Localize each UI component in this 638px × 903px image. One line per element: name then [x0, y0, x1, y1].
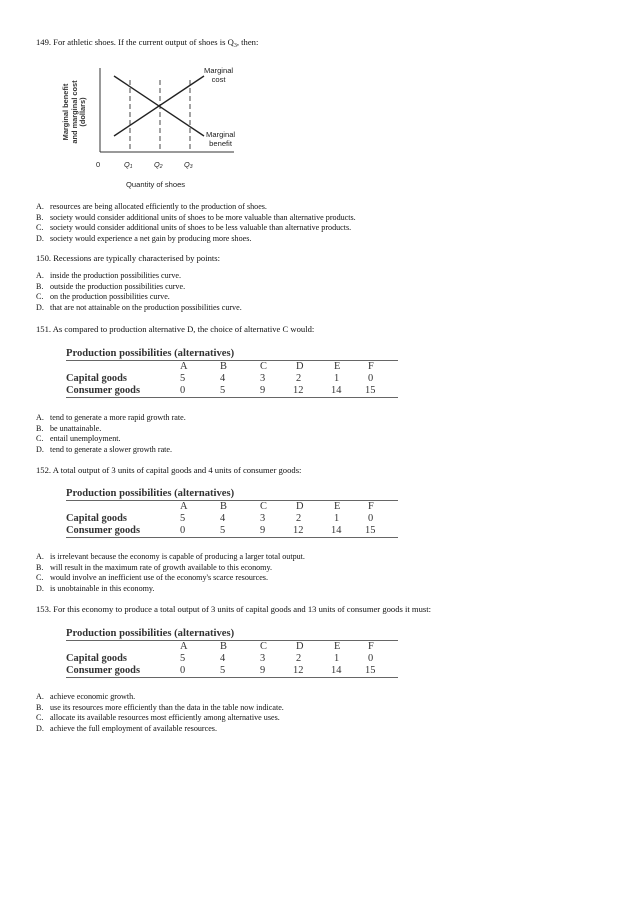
option-letter: A.: [36, 692, 44, 701]
cell: 15: [365, 385, 376, 396]
option-a: [36, 552, 305, 563]
cell: 5: [180, 513, 186, 524]
series-label-line: cost: [211, 75, 226, 84]
cell: 14: [331, 525, 342, 536]
table-title: Production possibilities (alternatives): [66, 628, 398, 641]
col-header: A: [180, 641, 188, 652]
marginal-chart: [58, 62, 238, 194]
option-letter: D.: [36, 302, 44, 312]
option-b: [36, 424, 186, 435]
y-axis-label-line: and marginal cost: [69, 80, 79, 144]
cell: 1: [334, 373, 340, 384]
question-subscript: 3: [233, 43, 237, 49]
tick-sub: 3: [189, 164, 193, 170]
marginal-benefit-label: [206, 130, 235, 148]
production-table-2: [66, 488, 398, 538]
col-header: F: [368, 501, 374, 512]
y-axis-label-line: Marginal benefit: [61, 83, 70, 141]
option-letter: D.: [36, 723, 44, 733]
option-letter: A.: [36, 552, 44, 561]
cell: 12: [293, 385, 304, 396]
cell: 0: [368, 513, 374, 524]
question-text: 149. For athletic shoes. If the current output of shoes is Q: [36, 37, 234, 47]
table-title: Production possibilities (alternatives): [66, 488, 398, 501]
row-name: Consumer goods: [66, 385, 140, 396]
table-row: [66, 653, 398, 665]
option-letter: C.: [36, 713, 44, 723]
cell: 15: [365, 525, 376, 536]
question-151: 151. As compared to production alternative D, the choice of alternative C would:: [36, 324, 315, 334]
option-b: [36, 703, 284, 714]
tick-sub: 1: [129, 164, 133, 170]
row-name: Consumer goods: [66, 525, 140, 536]
table-row: [66, 385, 398, 398]
col-header: B: [220, 361, 227, 372]
option-letter: C.: [36, 292, 44, 302]
option-letter: B.: [36, 423, 44, 433]
cell: 4: [220, 373, 226, 384]
option-letter: B.: [36, 212, 44, 222]
col-header: C: [260, 641, 267, 652]
tick-main: Q: [184, 160, 190, 169]
option-letter: C.: [36, 223, 44, 233]
option-text: achieve the full employment of available resources.: [50, 723, 217, 733]
options-151: [36, 413, 186, 455]
question-152: 152. A total output of 3 units of capital goods and 4 units of consumer goods:: [36, 465, 302, 475]
col-header: C: [260, 361, 267, 372]
table-row: [66, 525, 398, 538]
cell: 0: [180, 385, 186, 396]
option-letter: A.: [36, 271, 44, 280]
cell: 0: [180, 665, 186, 676]
option-text: society would experience a net gain by producing more shoes.: [50, 233, 252, 243]
option-d: [36, 584, 305, 595]
option-c: [36, 434, 186, 445]
cell: 3: [260, 653, 266, 664]
cell: 4: [220, 513, 226, 524]
col-header: A: [180, 501, 188, 512]
cell: 4: [220, 653, 226, 664]
x-axis-label: Quantity of shoes: [126, 180, 186, 189]
production-table-1: [66, 348, 398, 398]
option-text: tend to generate a slower growth rate.: [50, 444, 173, 454]
cell: 5: [220, 525, 226, 536]
option-letter: D.: [36, 444, 44, 454]
table-title: Production possibilities (alternatives): [66, 348, 398, 361]
cell: 12: [293, 525, 304, 536]
col-header: E: [334, 361, 341, 372]
cell: 5: [180, 373, 186, 384]
cell: 3: [260, 513, 266, 524]
table-header-row: [66, 361, 398, 373]
cell: 0: [368, 373, 374, 384]
col-header: F: [368, 641, 374, 652]
col-header: D: [296, 361, 304, 372]
option-text: resources are being allocated efficiently to the production of shoes.: [50, 202, 267, 211]
option-c: [36, 713, 284, 724]
option-d: [36, 445, 186, 456]
option-a: [36, 413, 186, 424]
y-axis-label: [62, 72, 88, 152]
series-label-line: Marginal: [204, 66, 234, 75]
row-name: Consumer goods: [66, 665, 140, 676]
option-letter: D.: [36, 233, 44, 243]
series-label-line: Marginal: [206, 130, 236, 139]
option-text: allocate its available resources most efficiently among alternative uses.: [50, 713, 280, 723]
cell: 1: [334, 653, 340, 664]
option-a: [36, 692, 284, 703]
option-text: achieve economic growth.: [50, 692, 136, 701]
table-row: [66, 665, 398, 678]
x-tick-q2: [154, 160, 163, 170]
options-152: [36, 552, 305, 594]
option-text: is irrelevant because the economy is capable of producing a larger total output.: [50, 552, 305, 561]
col-header: E: [334, 501, 341, 512]
y-axis-label-line: (dollars): [78, 97, 88, 127]
option-d: [36, 303, 242, 314]
options-153: [36, 692, 284, 734]
option-text: is unobtainable in this economy.: [50, 583, 155, 593]
col-header: C: [260, 501, 267, 512]
cell: 0: [368, 653, 374, 664]
option-text: use its resources more efficiently than the data in the table now indicate.: [50, 702, 284, 712]
option-letter: C.: [36, 573, 44, 583]
cell: 2: [296, 513, 302, 524]
tick-main: Q: [124, 160, 130, 169]
col-header: B: [220, 501, 227, 512]
option-d: [36, 234, 356, 245]
options-149: [36, 202, 356, 244]
option-a: [36, 202, 356, 213]
cell: 9: [260, 665, 266, 676]
cell: 14: [331, 665, 342, 676]
origin-label: 0: [96, 160, 101, 169]
option-text: society would consider additional units of shoes to be more valuable than alternative products.: [50, 212, 356, 222]
cell: 5: [220, 385, 226, 396]
option-b: [36, 282, 242, 293]
row-name: Capital goods: [66, 373, 127, 384]
question-150: 150. Recessions are typically characterised by points:: [36, 253, 220, 263]
col-header: D: [296, 641, 304, 652]
tick-sub: 2: [159, 164, 163, 170]
option-text: would involve an inefficient use of the economy's scarce resources.: [50, 573, 268, 583]
option-c: [36, 223, 356, 234]
cell: 2: [296, 373, 302, 384]
row-name: Capital goods: [66, 513, 127, 524]
option-letter: B.: [36, 702, 44, 712]
question-153: 153. For this economy to produce a total output of 3 units of capital goods and 13 units of consumer goods it must:: [36, 604, 432, 614]
option-b: [36, 213, 356, 224]
option-letter: B.: [36, 562, 44, 572]
x-tick-q1: [124, 160, 133, 170]
cell: 15: [365, 665, 376, 676]
question-text-end: , then:: [236, 37, 259, 47]
cell: 14: [331, 385, 342, 396]
option-letter: D.: [36, 583, 44, 593]
col-header: A: [180, 361, 188, 372]
option-c: [36, 292, 242, 303]
cell: 0: [180, 525, 186, 536]
option-text: tend to generate a more rapid growth rate.: [50, 413, 186, 422]
cell: 5: [180, 653, 186, 664]
option-text: will result in the maximum rate of growth available to this economy.: [50, 562, 273, 572]
option-text: inside the production possibilities curve.: [50, 271, 182, 280]
cell: 9: [260, 525, 266, 536]
option-b: [36, 563, 305, 574]
table-row: [66, 373, 398, 385]
cell: 5: [220, 665, 226, 676]
option-c: [36, 573, 305, 584]
option-a: [36, 271, 242, 282]
col-header: E: [334, 641, 341, 652]
row-name: Capital goods: [66, 653, 127, 664]
cell: 3: [260, 373, 266, 384]
table-header-row: [66, 641, 398, 653]
option-d: [36, 724, 284, 735]
option-letter: B.: [36, 281, 44, 291]
col-header: D: [296, 501, 304, 512]
production-table-3: [66, 628, 398, 678]
option-text: be unattainable.: [50, 423, 102, 433]
table-row: [66, 513, 398, 525]
option-text: society would consider additional units of shoes to be less valuable than alternative products.: [50, 223, 352, 233]
option-text: entail unemployment.: [50, 434, 121, 444]
option-letter: A.: [36, 413, 44, 422]
series-label-line: benefit: [209, 139, 232, 148]
x-tick-q3: [184, 160, 193, 170]
option-letter: A.: [36, 202, 44, 211]
options-150: [36, 271, 242, 313]
col-header: F: [368, 361, 374, 372]
question-149: [36, 37, 258, 51]
option-letter: C.: [36, 434, 44, 444]
cell: 2: [296, 653, 302, 664]
marginal-cost-label: [204, 66, 233, 84]
col-header: B: [220, 641, 227, 652]
option-text: on the production possibilities curve.: [50, 292, 170, 302]
tick-main: Q: [154, 160, 160, 169]
option-text: that are not attainable on the production possibilities curve.: [50, 302, 242, 312]
cell: 9: [260, 385, 266, 396]
cell: 12: [293, 665, 304, 676]
cell: 1: [334, 513, 340, 524]
option-text: outside the production possibilities curve.: [50, 281, 186, 291]
table-header-row: [66, 501, 398, 513]
